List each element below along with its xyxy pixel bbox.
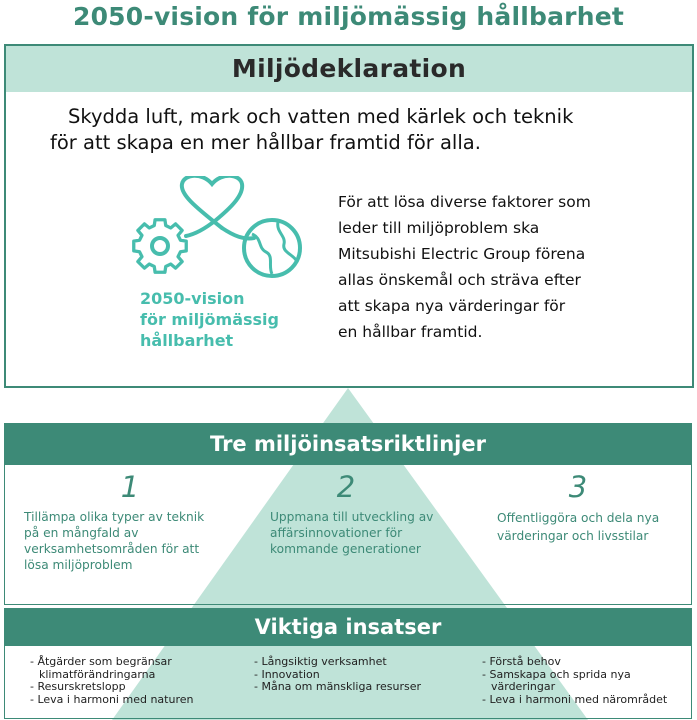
vision-logo-icon bbox=[124, 176, 304, 286]
guideline-line: värderingar och livsstilar bbox=[497, 529, 649, 543]
actions-column bbox=[482, 656, 692, 706]
declaration-lead-line: Skydda luft, mark och vatten med kärlek och teknik bbox=[68, 105, 574, 128]
declaration-body bbox=[338, 189, 678, 345]
declaration-body-line: att skapa nya värderingar för bbox=[338, 297, 566, 315]
guideline-line: kommande generationer bbox=[270, 542, 421, 556]
action-item: - Leva i harmoni med närområdet bbox=[482, 692, 668, 706]
action-item: värderingar bbox=[491, 680, 556, 693]
declaration-lead-line: för att skapa en mer hållbar framtid för alla. bbox=[50, 131, 481, 154]
guideline-line: Tillämpa olika typer av teknik bbox=[24, 510, 205, 524]
action-item: - Förstå behov bbox=[482, 655, 561, 668]
globe-icon bbox=[244, 220, 300, 276]
guideline-text bbox=[270, 509, 450, 557]
action-item: - Måna om mänskliga resurser bbox=[254, 680, 422, 693]
guideline-text bbox=[24, 509, 224, 573]
page-title: 2050-vision för miljömässig hållbarhet bbox=[72, 2, 625, 31]
declaration-body-line: Mitsubishi Electric Group förena bbox=[338, 245, 586, 263]
action-item: - Långsiktig verksamhet bbox=[254, 655, 387, 668]
guideline-line: Uppmana till utveckling av bbox=[270, 510, 434, 524]
action-item: - Samskapa och sprida nya bbox=[482, 667, 631, 681]
gear-icon bbox=[134, 220, 186, 272]
guideline-text bbox=[497, 509, 682, 545]
action-item: - Resurskretslopp bbox=[30, 680, 126, 693]
actions-column bbox=[30, 656, 240, 706]
guideline-line: Offentliggöra och dela nya bbox=[497, 511, 660, 525]
guideline-number: 2 bbox=[336, 470, 356, 504]
action-item: - Åtgärder som begränsar bbox=[30, 655, 172, 668]
actions-header: Viktiga insatser bbox=[4, 608, 692, 646]
logo-text-line: hållbarhet bbox=[140, 331, 234, 350]
declaration-lead bbox=[50, 104, 670, 156]
guideline-number: 3 bbox=[568, 470, 588, 504]
declaration-body-line: allas önskemål och sträva efter bbox=[338, 271, 581, 289]
logo-text-line: för miljömässig bbox=[140, 310, 279, 329]
guideline-line: lösa miljöproblem bbox=[24, 558, 133, 572]
guideline-line: på en mångfald av bbox=[24, 526, 139, 540]
guideline-line: affärsinnovationer för bbox=[270, 526, 403, 540]
action-item: klimatförändringarna bbox=[39, 667, 156, 681]
logo-text-line: 2050-vision bbox=[140, 289, 245, 308]
vision-logo-text bbox=[140, 288, 320, 351]
guideline-line: verksamhetsområden för att bbox=[24, 542, 200, 556]
declaration-body-line: en hållbar framtid. bbox=[338, 323, 483, 341]
action-item: - Innovation bbox=[254, 667, 320, 681]
actions-column bbox=[254, 656, 454, 694]
action-item: - Leva i harmoni med naturen bbox=[30, 692, 194, 706]
declaration-header: Miljödeklaration bbox=[6, 46, 692, 92]
declaration-body-line: leder till miljöproblem ska bbox=[338, 219, 540, 237]
guideline-number: 1 bbox=[120, 470, 140, 504]
heart-icon bbox=[182, 176, 242, 236]
declaration-panel bbox=[4, 44, 694, 388]
declaration-body-line: För att lösa diverse faktorer som bbox=[338, 193, 591, 211]
guidelines-header: Tre miljöinsatsriktlinjer bbox=[4, 423, 692, 465]
